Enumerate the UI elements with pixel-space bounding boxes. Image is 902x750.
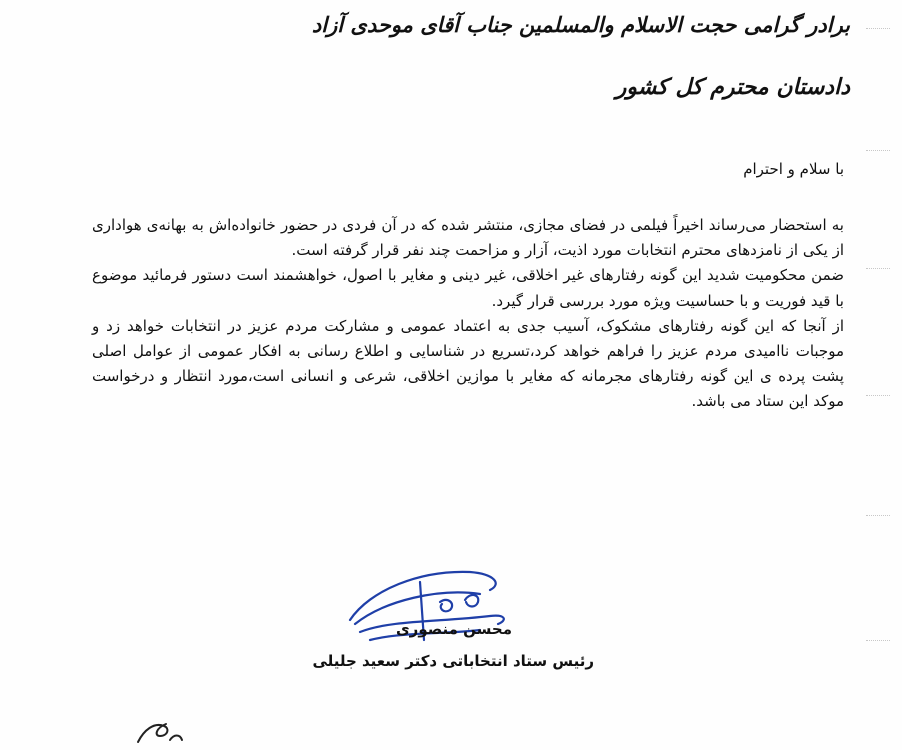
- margin-mark: [866, 150, 890, 157]
- addressee-title: دادستان محترم کل کشور: [615, 74, 850, 100]
- greeting: با سلام و احترام: [743, 160, 844, 178]
- margin-mark: [866, 268, 890, 275]
- letter-body: [92, 213, 844, 415]
- margin-mark: [866, 640, 890, 647]
- body-paragraph: از آنجا که این گونه رفتارهای مشکوک، آسیب جدی به اعتماد عمومی و مشارکت مردم عزیز در انتخابات خواهد زد و موجبات ناامیدی مردم عزیز را فراهم خواهد کرد،تسریع در شناسایی و اطلاع رسانی به افکار عمومی از عوامل اصلی پشت پرده ی این گونه رفتارهای مجرمانه که مغایر با موازین اخلاقی، شرعی و انسانی است،مورد انتظار و درخواست موکد این ستاد می باشد.: [92, 316, 844, 411]
- margin-mark: [866, 395, 890, 402]
- signer-title: رئیس ستاد انتخاباتی دکتر سعید جلیلی: [312, 652, 594, 670]
- signer-name: محسن منصوری: [395, 620, 512, 638]
- addressee-name: برادر گرامی حجت الاسلام والمسلمین جناب آقای موحدی آزاد: [311, 12, 850, 37]
- margin-mark: [866, 28, 890, 35]
- body-paragraph: به استحضار می‌رساند اخیراً فیلمی در فضای مجازی، منتشر شده که در آن فردی در حضور خانواده‌اش به بهانه‌ی هواداری از یکی از نامزدهای محترم انتخابات مورد اذیت، آزار و مزاحمت چند نفر قرار گرفته است.: [92, 216, 844, 260]
- body-paragraph: ضمن محکومیت شدید این گونه رفتارهای غیر اخلاقی، غیر دینی و مغایر با اصول، خواهشمند است دستور فرمائید موضوع با قید فوریت و با حساسیت ویژه مورد بررسی قرار گیرد.: [92, 266, 844, 310]
- initials-scribble: [130, 712, 190, 750]
- margin-mark: [866, 515, 890, 522]
